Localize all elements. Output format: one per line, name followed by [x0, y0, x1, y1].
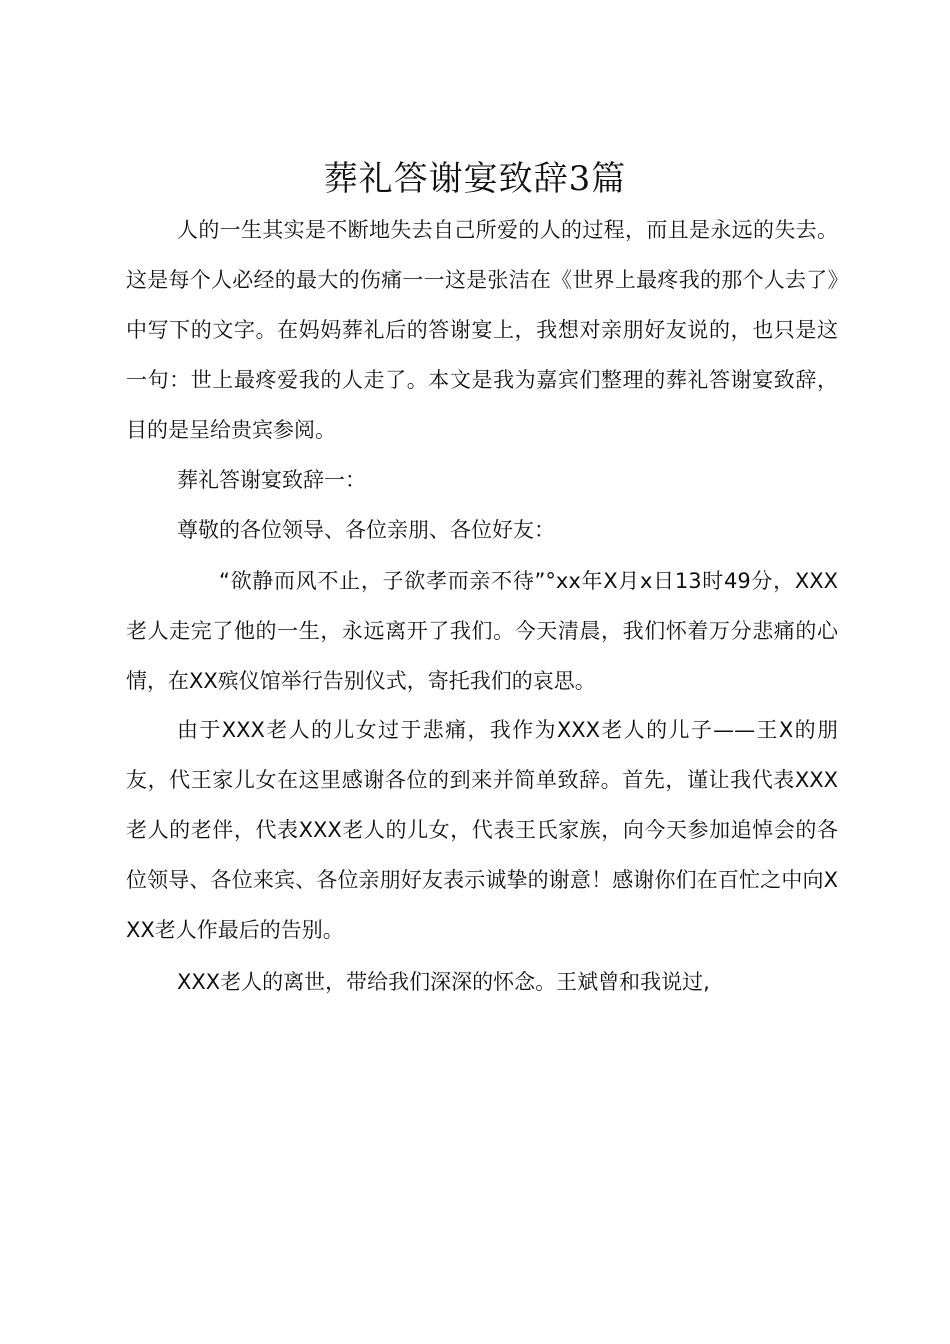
intro-paragraph: 人的一生其实是不断地失去自己所爱的人的过程，而且是永远的失去。这是每个人必经的最大的伤痛一一这是张洁在《世界上最疼我的那个人去了》中写下的文字。在妈妈葬礼后的答谢宴上，我想对亲朋好友说的，也只是这一句：世上最疼爱我的人走了。本文是我为嘉宾们整理的葬礼答谢宴致辞，目的是呈给贵宾参阅。: [126, 218, 838, 442]
salutation: 尊敬的各位领导、各位亲朋、各位好友：: [177, 518, 555, 542]
body-paragraph: 由于XXX老人的儿女过于悲痛，我作为XXX老人的儿子——王X的朋友，代王家儿女在这里感谢各位的到来并简单致辞。首先，谨让我代表XXX老人的老伴，代表XXX老人的儿女，代表王氏家族，向今天参加追悼会的各位领导、各位来宾、各位亲朋好友表示诚挚的谢意！感谢你们在百忙之中向XXX老人作最后的告别。: [126, 718, 838, 942]
section-heading: 葬礼答谢宴致辞一：: [177, 468, 366, 492]
body-paragraph: XXX老人的离世，带给我们深深的怀念。王斌曾和我说过,: [177, 970, 710, 994]
body-paragraph: “欲静而风不止，子欲孝而亲不待”°xx年X月x日13时49分，XXX老人走完了他的一生，永远离开了我们。今天清晨，我们怀着万分悲痛的心情，在XX殡仪馆举行告别仪式，寄托我们的哀思。: [126, 569, 838, 693]
document-title: 葬礼答谢宴致辞3篇: [323, 159, 627, 199]
